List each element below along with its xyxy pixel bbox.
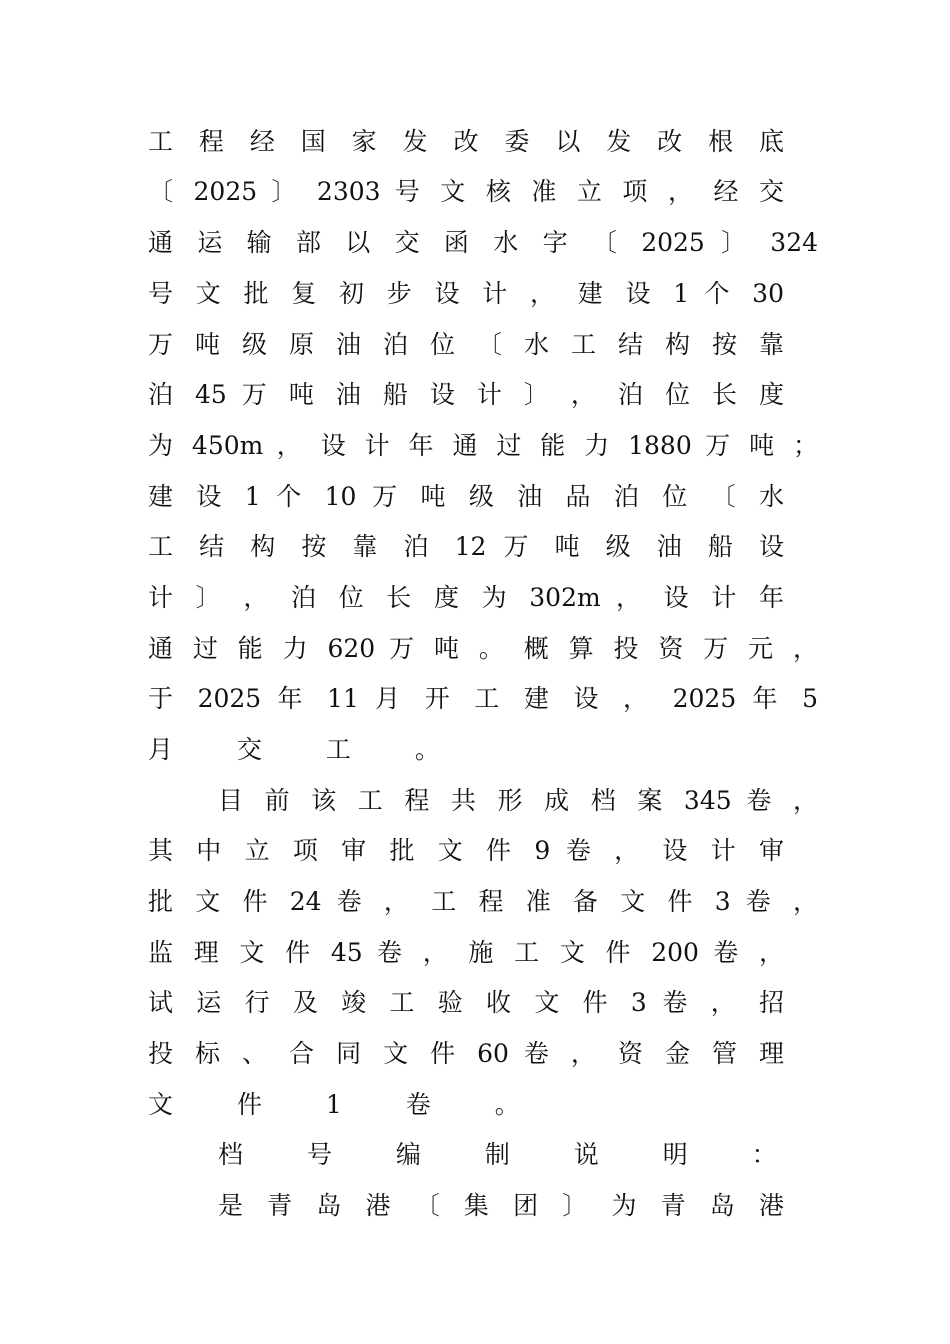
text-line-22: 是 青 岛 港 〔 集 团 〕 为 青 岛 港 xyxy=(218,1191,784,1220)
text-line-15: 其 中 立 项 审 批 文 件 9 卷 ， 设 计 审 xyxy=(148,836,784,865)
text-line-10: 计 〕 ， 泊 位 长 度 为 302m ， 设 计 年 xyxy=(148,583,784,612)
text-line-14: 目 前 该 工 程 共 形 成 档 案 345 卷 ， xyxy=(218,786,818,815)
text-line-13: 月 交 工 。 xyxy=(148,735,461,764)
text-line-20: 文 件 1 卷 。 xyxy=(148,1090,541,1119)
text-line-6: 泊 45 万 吨 油 船 设 计 〕 ， 泊 位 长 度 xyxy=(148,380,784,409)
text-line-8: 建 设 1 个 10 万 吨 级 油 品 泊 位 〔 水 xyxy=(148,482,784,511)
section-heading: 档 号 编 制 说 明 ： xyxy=(218,1140,798,1169)
text-line-1: 工 程 经 国 家 发 改 委 以 发 改 根 底 xyxy=(148,127,784,156)
text-line-4: 号 文 批 复 初 步 设 计 ， 建 设 1 个 30 xyxy=(148,279,784,308)
text-line-12: 于 2025 年 11 月 开 工 建 设 ， 2025 年 5 xyxy=(148,684,818,713)
text-line-7: 为 450m ， 设 计 年 通 过 能 力 1880 万 吨 ； xyxy=(148,431,818,460)
text-line-18: 试 运 行 及 竣 工 验 收 文 件 3 卷 ， 招 xyxy=(148,988,784,1017)
text-line-11: 通 过 能 力 620 万 吨 。 概 算 投 资 万 元 ， xyxy=(148,634,818,663)
text-line-2: 〔 2025 〕 2303 号 文 核 准 立 项 ， 经 交 xyxy=(148,177,784,206)
text-line-3: 通 运 输 部 以 交 函 水 字 〔 2025 〕 324 xyxy=(148,228,818,257)
text-line-9: 工 结 构 按 靠 泊 12 万 吨 级 油 船 设 xyxy=(148,532,784,561)
text-line-5: 万 吨 级 原 油 泊 位 〔 水 工 结 构 按 靠 xyxy=(148,330,784,359)
text-line-17: 监 理 文 件 45 卷 ， 施 工 文 件 200 卷 ， xyxy=(148,938,784,967)
text-line-19: 投 标 、 合 同 文 件 60 卷 ， 资 金 管 理 xyxy=(148,1039,784,1068)
text-line-16: 批 文 件 24 卷 ， 工 程 准 备 文 件 3 卷 ， xyxy=(148,887,818,916)
